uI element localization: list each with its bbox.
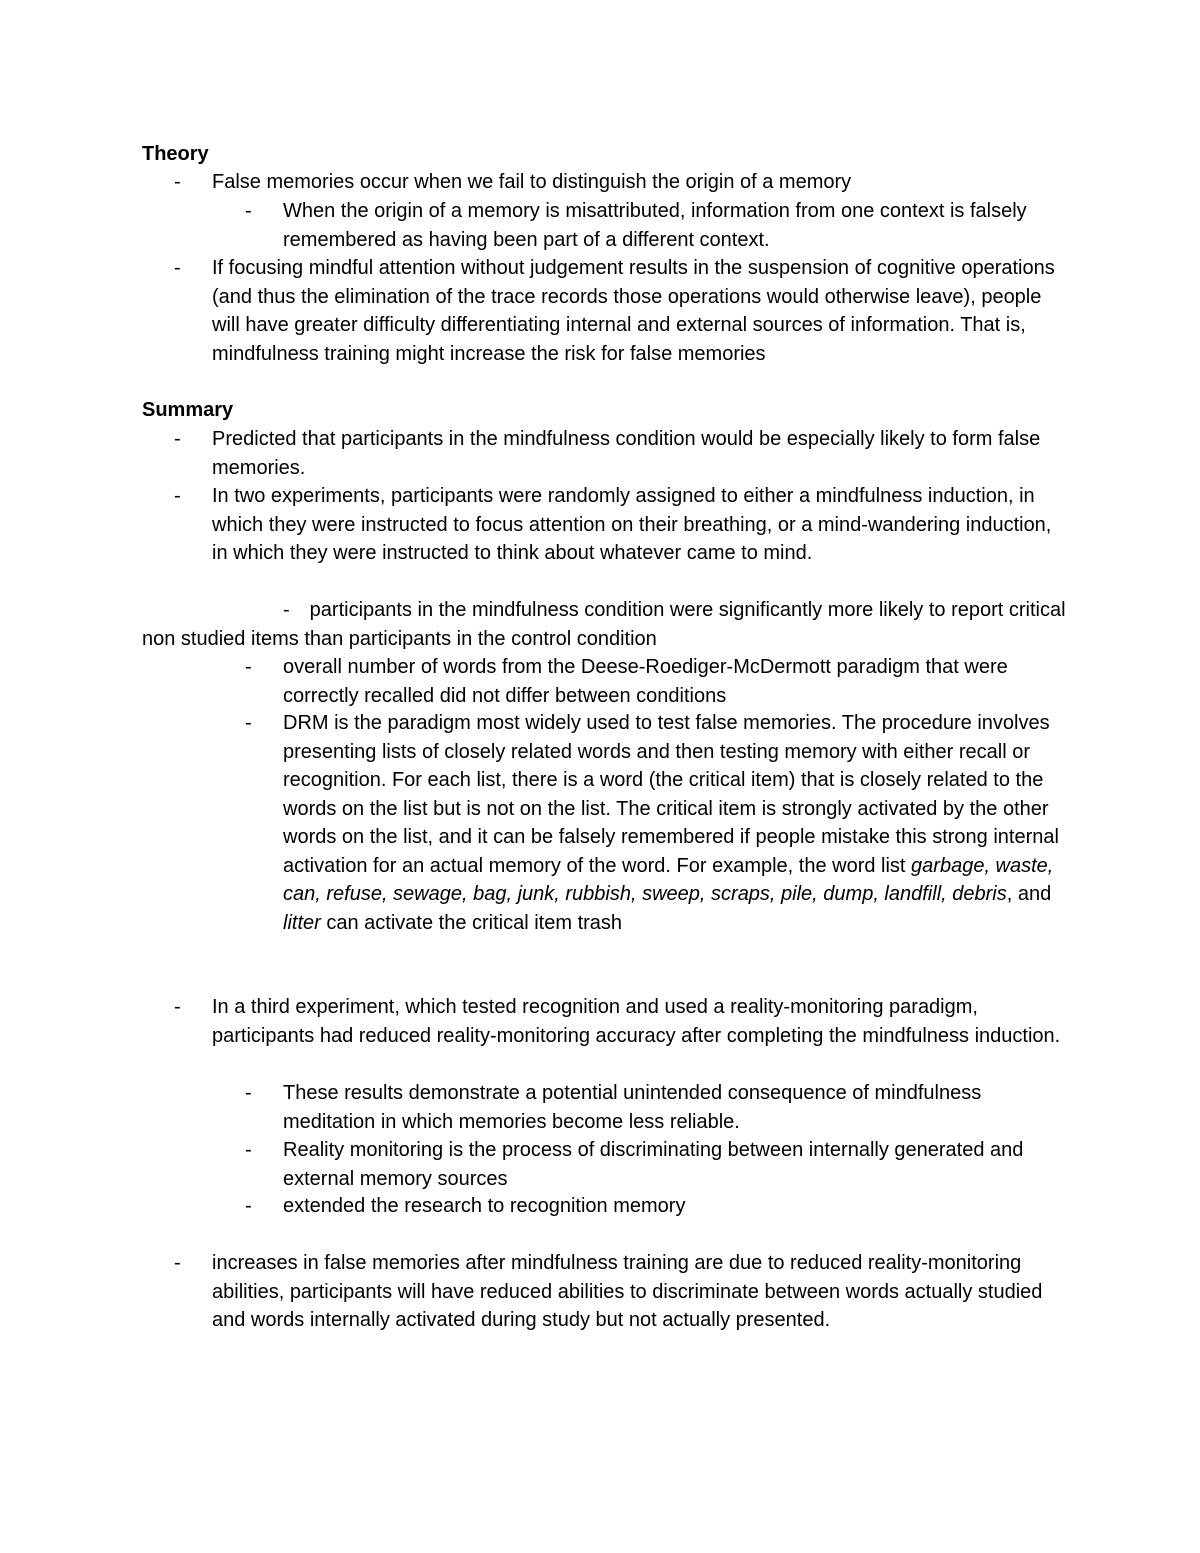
- bullet-text: Predicted that participants in the mindfulness condition would be especially likely to form false memories.: [212, 428, 1041, 479]
- theory-heading: Theory: [142, 143, 209, 165]
- bullet-dash: -: [245, 1139, 252, 1161]
- subbullet-drm-paradigm: [245, 709, 1073, 937]
- subbullet-drm-words: [245, 653, 1073, 710]
- bullet-dash: -: [245, 656, 252, 678]
- bullet-text: False memories occur when we fail to distinguish the origin of a memory: [212, 171, 852, 193]
- bullet-dash: -: [174, 257, 181, 279]
- bullet-dash: -: [174, 996, 181, 1018]
- bullet-dash: -: [174, 171, 181, 193]
- bullet-text: These results demonstrate a potential unintended consequence of mindfulness meditation in which memories become less reliable.: [283, 1082, 982, 1133]
- subbullet-reality-monitoring: [245, 1136, 1073, 1193]
- subbullet-unintended-consequence: [245, 1079, 1073, 1136]
- bullet-text: overall number of words from the Deese-Roediger-McDermott paradigm that were correctly recalled did not differ between conditions: [283, 656, 1008, 707]
- bullet-text: When the origin of a memory is misattributed, information from one context is falsely remembered as having been part of a different context.: [283, 200, 1027, 251]
- drm-and: , and: [1006, 883, 1052, 905]
- bullet-text: Reality monitoring is the process of discriminating between internally generated and external memory sources: [283, 1139, 1024, 1190]
- bullet-dash: -: [245, 712, 252, 734]
- drm-ending: can activate the critical item trash: [320, 911, 623, 934]
- drm-word-litter: litter: [283, 911, 321, 934]
- bullet-text: participants in the mindfulness condition were significantly more likely to report critical non studied items than participants in the control condition: [142, 599, 1066, 650]
- bullet-text: If focusing mindful attention without judgement results in the suspension of cognitive operations (and thus the elimination of the trace records those operations would otherwise leave), people will have greater difficulty differentiating internal and external sources of information. That is, mindfulness training might increase the risk for false memories: [212, 257, 1055, 365]
- subbullet-misattributed: [245, 197, 1073, 254]
- bullet-reduced-reality-monitoring: [174, 1249, 1072, 1335]
- bullet-text: In two experiments, participants were randomly assigned to either a mindfulness induction, in which they were instructed to focus attention on their breathing, or a mind-wandering induction, in which they were instructed to think about whatever came to mind.: [212, 485, 1052, 564]
- subbullet-critical-items: [142, 596, 1072, 653]
- bullet-dash: -: [245, 200, 252, 222]
- bullet-text: increases in false memories after mindfulness training are due to reduced reality-monitoring abilities, participants will have reduced abilities to discriminate between words actually studied and words internally activated during study but not actually presented.: [212, 1252, 1043, 1331]
- bullet-dash: -: [174, 428, 181, 450]
- bullet-text: [283, 712, 1059, 934]
- summary-heading: Summary: [142, 399, 234, 421]
- bullet-dash: -: [245, 1195, 252, 1217]
- drm-word-list: garbage, waste, can, refuse, sewage, bag, junk, rubbish, sweep, scraps, pile, dump, landfill, debris: [283, 854, 1054, 905]
- bullet-false-memories: [174, 168, 1072, 197]
- bullet-predicted: [174, 425, 1072, 482]
- bullet-dash: -: [283, 599, 290, 621]
- bullet-third-experiment: [174, 993, 1072, 1050]
- drm-text: DRM is the paradigm most widely used to test false memories. The procedure involves presenting lists of closely related words and then testing memory with either recall or recognition. For each list, there is a word (the critical item) that is closely related to the words on the list but is not on the list. The critical item is strongly activated by the other words on the list, and it can be falsely remembered if people mistake this strong internal activation for an actual memory of the word. For example, the word list: [283, 712, 1059, 877]
- bullet-dash: -: [174, 485, 181, 507]
- bullet-text: In a third experiment, which tested recognition and used a reality-monitoring paradigm, participants had reduced reality-monitoring accuracy after completing the mindfulness induction.: [212, 996, 1061, 1047]
- bullet-dash: -: [174, 1252, 181, 1274]
- subbullet-recognition-memory: [245, 1192, 1073, 1221]
- bullet-text: extended the research to recognition memory: [283, 1195, 686, 1217]
- bullet-mindful-attention: [174, 254, 1072, 368]
- bullet-dash: -: [245, 1082, 252, 1104]
- bullet-two-experiments: [174, 482, 1072, 568]
